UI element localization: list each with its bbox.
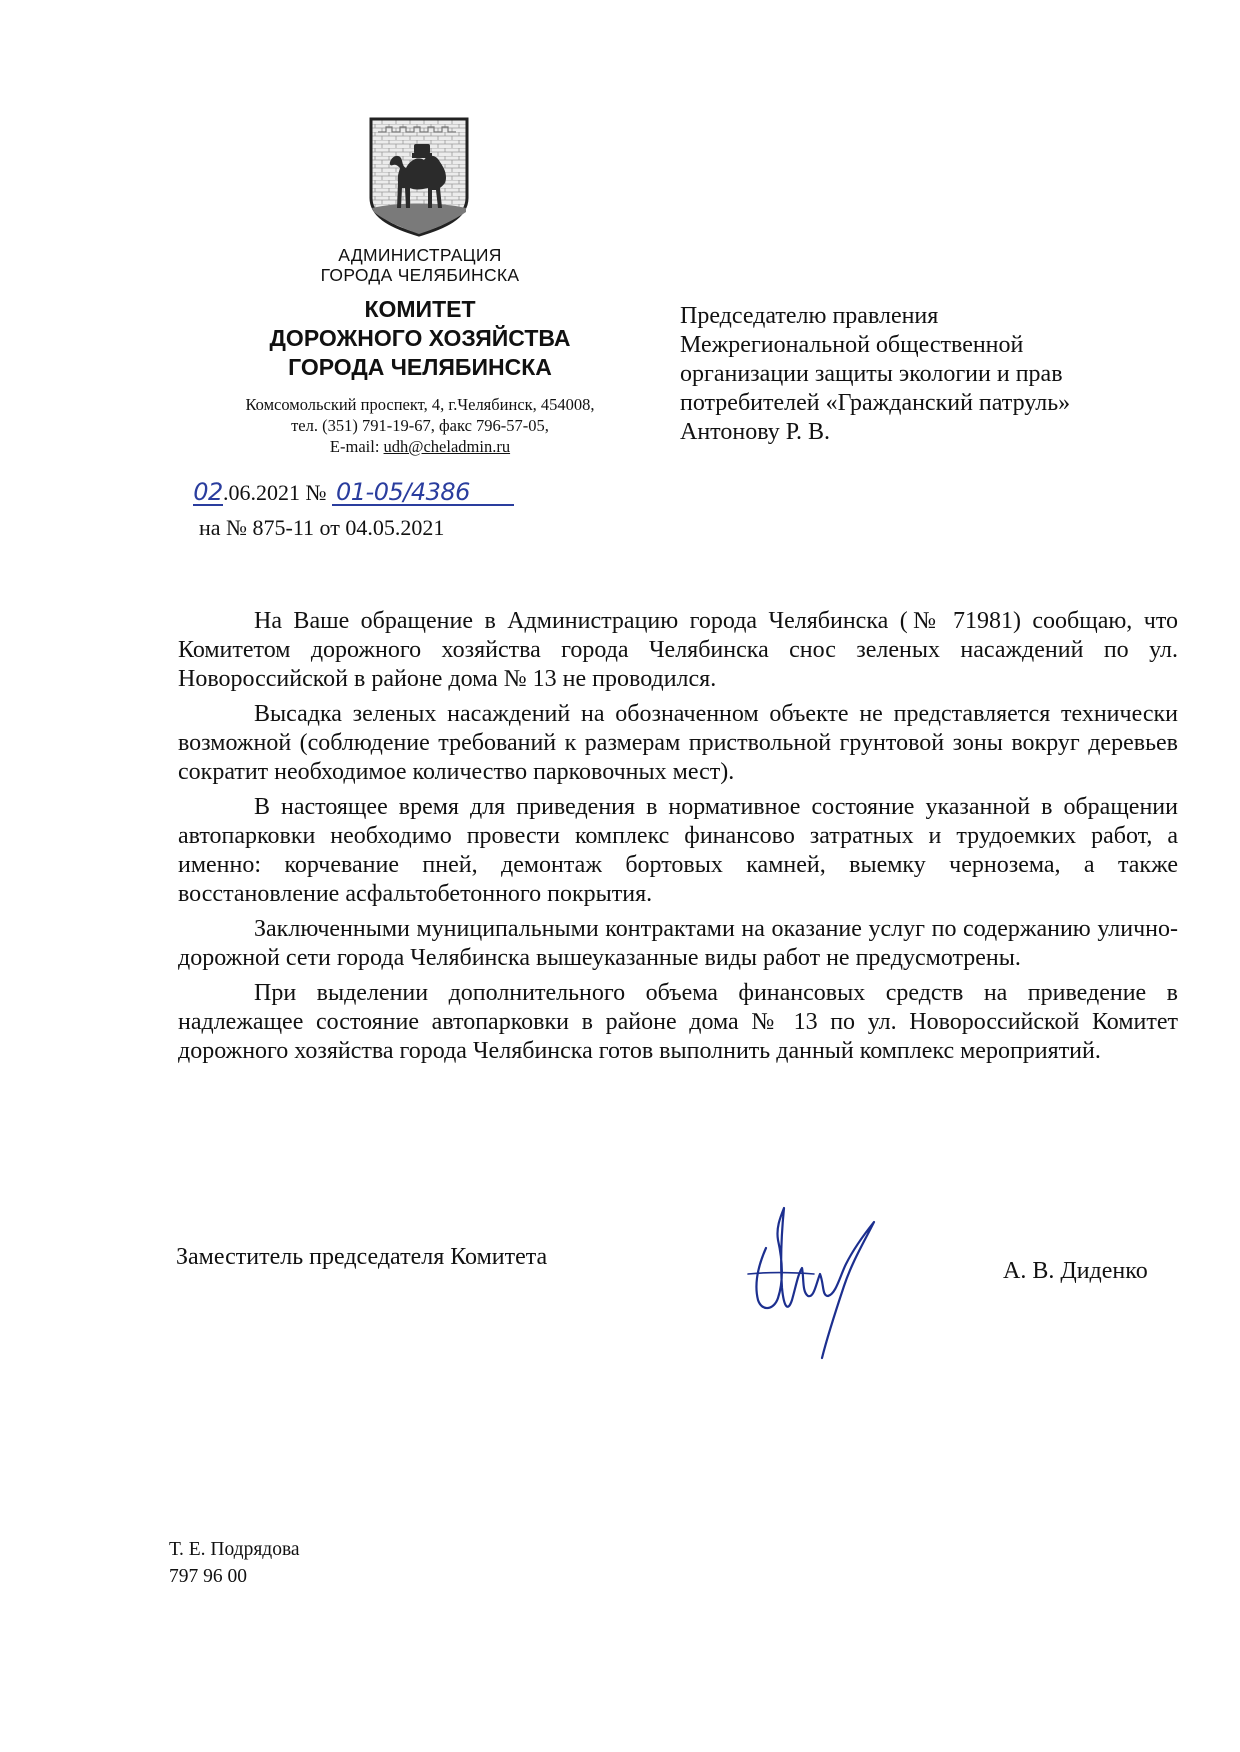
committee-title: КОМИТЕТ ДОРОЖНОГО ХОЗЯЙСТВА ГОРОДА ЧЕЛЯБИНСКА [269, 296, 571, 380]
signatory-name: А. В. Диденко [1003, 1258, 1148, 1284]
phones: тел. (351) 791-19-67, факс 796-57-05, [291, 416, 549, 435]
email-label: E-mail: [329, 437, 380, 456]
paragraph: Высадка зеленых насаждений на обозначенном объекте не представляется технически возможной (соблюдение требований к размерам приствольной грунтовой зоны вокруг деревьев сократит необходимое количество парковочных мест). [178, 701, 1178, 785]
coat-of-arms-icon [368, 116, 470, 238]
paragraph: При выделении дополнительного объема финансовых средств на приведение в надлежащее состояние автопарковки в районе дома № 13 по ул. Новороссийской Комитет дорожного хозяйства города Челябинска готов выполнить данный комплекс мероприятий. [178, 980, 1178, 1064]
letterhead [190, 245, 650, 457]
handwritten-day: 02 [193, 478, 223, 506]
paragraph: В настоящее время для приведения в нормативное состояние указанной в обращении автопарковки необходимо провести комплекс финансово затратных и трудоемких работ, а именно: корчевание пней, демонтаж бортовых камней, выемку чернозема, а также восстановление асфальтобетонного покрытия. [178, 794, 1178, 907]
month-year: .06.2021 № [223, 480, 327, 505]
administration-title: АДМИНИСТРАЦИЯ ГОРОДА ЧЕЛЯБИНСКА [320, 245, 520, 285]
executor-name: Т. Е. Подрядова [169, 1539, 300, 1560]
signatory-position: Заместитель председателя Комитета [176, 1244, 548, 1270]
handwritten-signature [718, 1188, 898, 1363]
executor-info [169, 1536, 300, 1590]
in-reply-to: на № 875-11 от 04.05.2021 [199, 515, 445, 540]
email-link[interactable]: udh@cheladmin.ru [383, 437, 511, 456]
executor-phone: 797 96 00 [169, 1566, 247, 1587]
addressee: Председателю правления Межрегиональной общественной организации защиты экологии и прав потребителей «Гражданский патруль» Антонову Р. В. [680, 303, 1071, 445]
address: Комсомольский проспект, 4, г.Челябинск, 454008, [245, 395, 595, 414]
paragraph: На Ваше обращение в Администрацию города Челябинска (№ 71981) сообщаю, что Комитетом дорожного хозяйства города Челябинска снос зеленых насаждений по ул. Новороссийской в районе дома № 13 не проводился. [178, 608, 1178, 692]
letter-body [178, 607, 1178, 1072]
paragraph: Заключенными муниципальными контрактами на оказание услуг по содержанию улично-дорожной сети города Челябинска вышеуказанные виды работ не предусмотрены. [178, 916, 1178, 971]
outgoing-registration [193, 480, 514, 506]
contact-details [190, 394, 650, 457]
handwritten-number: 01-05/4386 [332, 480, 514, 506]
